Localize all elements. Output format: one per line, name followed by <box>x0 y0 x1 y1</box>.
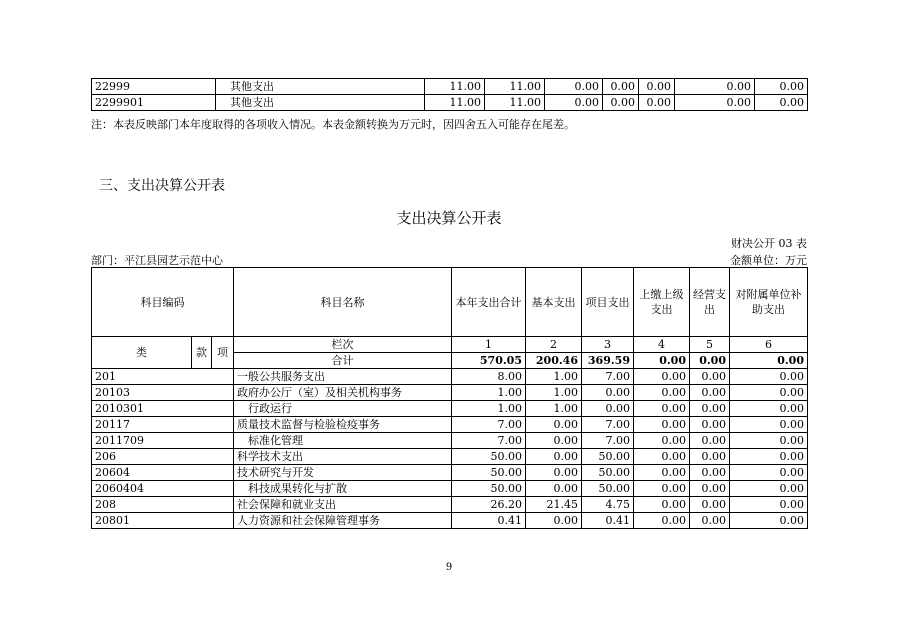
row-value: 0.00 <box>634 417 690 433</box>
row-value: 1.00 <box>452 385 526 401</box>
row-value: 1.00 <box>526 369 582 385</box>
row-value: 50.00 <box>452 481 526 497</box>
row-value: 0.00 <box>730 497 808 513</box>
row-name: 标准化管理 <box>234 433 452 449</box>
header-basic: 基本支出 <box>526 268 582 337</box>
row-value: 0.00 <box>730 513 808 529</box>
row-value: 1.00 <box>526 401 582 417</box>
col-num: 5 <box>690 337 730 353</box>
row-value: 1.00 <box>526 385 582 401</box>
row-name: 其他支出 <box>216 79 425 95</box>
row-value: 0.00 <box>526 417 582 433</box>
header-lei: 类 <box>92 337 192 369</box>
row-value: 50.00 <box>582 481 634 497</box>
row-value: 7.00 <box>452 433 526 449</box>
row-value: 0.00 <box>690 449 730 465</box>
row-value: 0.00 <box>639 79 675 95</box>
row-value: 0.00 <box>690 385 730 401</box>
col-num: 1 <box>452 337 526 353</box>
row-value: 0.00 <box>690 513 730 529</box>
row-value: 4.75 <box>582 497 634 513</box>
row-value: 0.00 <box>730 465 808 481</box>
row-value: 0.00 <box>526 481 582 497</box>
row-value: 0.00 <box>634 401 690 417</box>
table-row <box>92 433 808 449</box>
row-value: 7.00 <box>582 433 634 449</box>
row-code: 22999 <box>92 79 216 95</box>
row-code: 20604 <box>92 465 234 481</box>
header-project: 项目支出 <box>582 268 634 337</box>
header-lanci: 栏次 <box>234 337 452 353</box>
total-value: 0.00 <box>730 353 808 369</box>
row-value: 0.00 <box>634 465 690 481</box>
row-value: 0.00 <box>730 449 808 465</box>
row-value: 0.00 <box>730 401 808 417</box>
table-row <box>92 95 808 111</box>
total-value: 369.59 <box>582 353 634 369</box>
table-row <box>92 79 808 95</box>
header-row <box>92 268 808 337</box>
header-kuan: 款 <box>192 337 212 369</box>
row-value: 0.00 <box>730 417 808 433</box>
row-value: 0.00 <box>675 95 755 111</box>
row-value: 0.00 <box>690 417 730 433</box>
row-value: 0.00 <box>690 497 730 513</box>
row-value: 0.00 <box>634 449 690 465</box>
total-value: 200.46 <box>526 353 582 369</box>
row-value: 11.00 <box>425 79 485 95</box>
table-row <box>92 449 808 465</box>
row-code: 20117 <box>92 417 234 433</box>
top-table-body <box>92 79 808 111</box>
row-value: 0.00 <box>545 95 603 111</box>
total-label: 合计 <box>234 353 452 369</box>
row-value: 11.00 <box>485 95 545 111</box>
row-name: 其他支出 <box>216 95 425 111</box>
expenditure-table <box>91 267 808 529</box>
row-code: 20103 <box>92 385 234 401</box>
row-name: 技术研究与开发 <box>234 465 452 481</box>
col-num: 4 <box>634 337 690 353</box>
row-name: 一般公共服务支出 <box>234 369 452 385</box>
row-value: 0.00 <box>690 433 730 449</box>
row-value: 0.00 <box>634 481 690 497</box>
section-heading: 三、支出决算公开表 <box>99 178 225 194</box>
row-code: 2011709 <box>92 433 234 449</box>
row-value: 0.00 <box>603 79 639 95</box>
row-value: 21.45 <box>526 497 582 513</box>
row-value: 7.00 <box>582 417 634 433</box>
row-name: 质量技术监督与检验检疫事务 <box>234 417 452 433</box>
row-value: 7.00 <box>452 417 526 433</box>
row-value: 0.00 <box>582 385 634 401</box>
table-row <box>92 385 808 401</box>
row-value: 0.41 <box>452 513 526 529</box>
row-value: 11.00 <box>425 95 485 111</box>
table-row <box>92 481 808 497</box>
row-code: 201 <box>92 369 234 385</box>
header-code: 科目编码 <box>92 268 234 337</box>
row-code: 20801 <box>92 513 234 529</box>
row-value: 0.00 <box>730 433 808 449</box>
row-value: 8.00 <box>452 369 526 385</box>
row-value: 0.00 <box>526 465 582 481</box>
row-value: 0.00 <box>526 449 582 465</box>
row-value: 26.20 <box>452 497 526 513</box>
table-row <box>92 497 808 513</box>
row-value: 50.00 <box>452 465 526 481</box>
row-name: 科技成果转化与扩散 <box>234 481 452 497</box>
row-value: 0.00 <box>730 385 808 401</box>
header-xiang: 项 <box>212 337 234 369</box>
row-value: 0.00 <box>545 79 603 95</box>
row-value: 0.00 <box>582 401 634 417</box>
col-num: 2 <box>526 337 582 353</box>
table-row <box>92 513 808 529</box>
row-value: 0.00 <box>675 79 755 95</box>
row-value: 1.00 <box>452 401 526 417</box>
table-title: 支出决算公开表 <box>396 209 502 227</box>
row-value: 0.00 <box>755 79 808 95</box>
lanci-row <box>92 337 808 353</box>
previous-table-continuation <box>91 78 808 111</box>
row-value: 0.00 <box>526 433 582 449</box>
col-num: 3 <box>582 337 634 353</box>
row-value: 0.00 <box>634 513 690 529</box>
row-value: 0.00 <box>730 481 808 497</box>
header-subsidy: 对附属单位补助支出 <box>730 268 808 337</box>
header-operating: 经营支出 <box>690 268 730 337</box>
row-name: 行政运行 <box>234 401 452 417</box>
total-value: 0.00 <box>634 353 690 369</box>
col-num: 6 <box>730 337 808 353</box>
row-value: 50.00 <box>582 449 634 465</box>
row-code: 208 <box>92 497 234 513</box>
row-name: 人力资源和社会保障管理事务 <box>234 513 452 529</box>
row-value: 0.00 <box>634 497 690 513</box>
row-value: 50.00 <box>582 465 634 481</box>
row-value: 0.00 <box>690 369 730 385</box>
table-row <box>92 369 808 385</box>
header-name: 科目名称 <box>234 268 452 337</box>
table-note: 注：本表反映部门本年度取得的各项收入情况。本表金额转换为万元时，因四舍五入可能存在尾差。 <box>91 118 575 131</box>
row-value: 0.00 <box>603 95 639 111</box>
unit-label: 金额单位：万元 <box>730 254 807 267</box>
row-value: 7.00 <box>582 369 634 385</box>
row-name: 政府办公厅（室）及相关机构事务 <box>234 385 452 401</box>
total-value: 0.00 <box>690 353 730 369</box>
row-value: 0.00 <box>526 513 582 529</box>
row-value: 0.41 <box>582 513 634 529</box>
header-upper: 上缴上级支出 <box>634 268 690 337</box>
row-value: 0.00 <box>690 401 730 417</box>
row-value: 0.00 <box>730 369 808 385</box>
row-code: 2010301 <box>92 401 234 417</box>
row-code: 2299901 <box>92 95 216 111</box>
expenditure-table-body <box>92 268 808 529</box>
row-value: 11.00 <box>485 79 545 95</box>
row-value: 0.00 <box>755 95 808 111</box>
row-name: 社会保障和就业支出 <box>234 497 452 513</box>
total-value: 570.05 <box>452 353 526 369</box>
row-value: 0.00 <box>639 95 675 111</box>
department-label: 部门：平江县园艺示范中心 <box>91 254 223 267</box>
row-code: 206 <box>92 449 234 465</box>
row-code: 2060404 <box>92 481 234 497</box>
table-row <box>92 417 808 433</box>
row-value: 50.00 <box>452 449 526 465</box>
form-code: 财决公开 03 表 <box>731 237 807 250</box>
page-number: 9 <box>445 562 453 573</box>
row-value: 0.00 <box>690 481 730 497</box>
row-name: 科学技术支出 <box>234 449 452 465</box>
row-value: 0.00 <box>634 385 690 401</box>
table-row <box>92 465 808 481</box>
row-value: 0.00 <box>634 369 690 385</box>
header-total: 本年支出合计 <box>452 268 526 337</box>
row-value: 0.00 <box>690 465 730 481</box>
row-value: 0.00 <box>634 433 690 449</box>
table-row <box>92 401 808 417</box>
